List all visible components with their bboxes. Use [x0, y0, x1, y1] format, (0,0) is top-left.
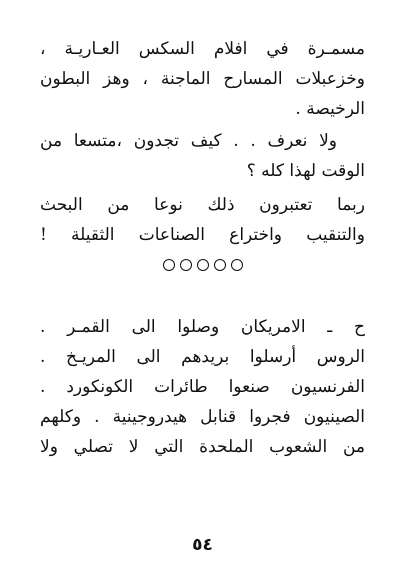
section-separator [0, 259, 405, 271]
text-line: مسمـرة في افلام السكس العـاريـة ، [40, 39, 365, 59]
text-line: الرخيصة . [295, 99, 365, 119]
text-line: وخزعبلات المسارح الماجنة ، وهز البطون [40, 69, 365, 89]
page-number: ٥٤ [192, 535, 213, 555]
separator-circle-icon [197, 259, 209, 271]
paragraph [40, 34, 365, 124]
separator-circle-icon [214, 259, 226, 271]
separator-circle-icon [163, 259, 175, 271]
text-line: ح ـ الامريكان وصلوا الى القمـر . [40, 317, 365, 337]
text-line: والتنقيب واختراع الصناعات الثقيلة ! [40, 225, 365, 245]
text-line: الصينيون فجروا قنابل هيدروجينية . وكلهم [40, 407, 365, 427]
paragraph [40, 126, 365, 186]
text-line: الروس أرسلوا بريدهم الى المريـخ . [40, 347, 365, 367]
text-line: ولا نعرف . . كيف تجدون ،متسعا من [40, 131, 337, 151]
text-line: الفرنسيون صنعوا طائرات الكونكورد . [40, 377, 365, 397]
separator-circle-icon [180, 259, 192, 271]
text-line: الوقت لهذا كله ؟ [246, 161, 365, 181]
paragraph [40, 190, 365, 250]
paragraph [40, 312, 365, 462]
text-line: من الشعوب الملحدة التي لا تصلي ولا [40, 437, 365, 457]
text-line: ربما تعتبرون ذلك نوعا من البحث [40, 195, 365, 215]
separator-circle-icon [231, 259, 243, 271]
